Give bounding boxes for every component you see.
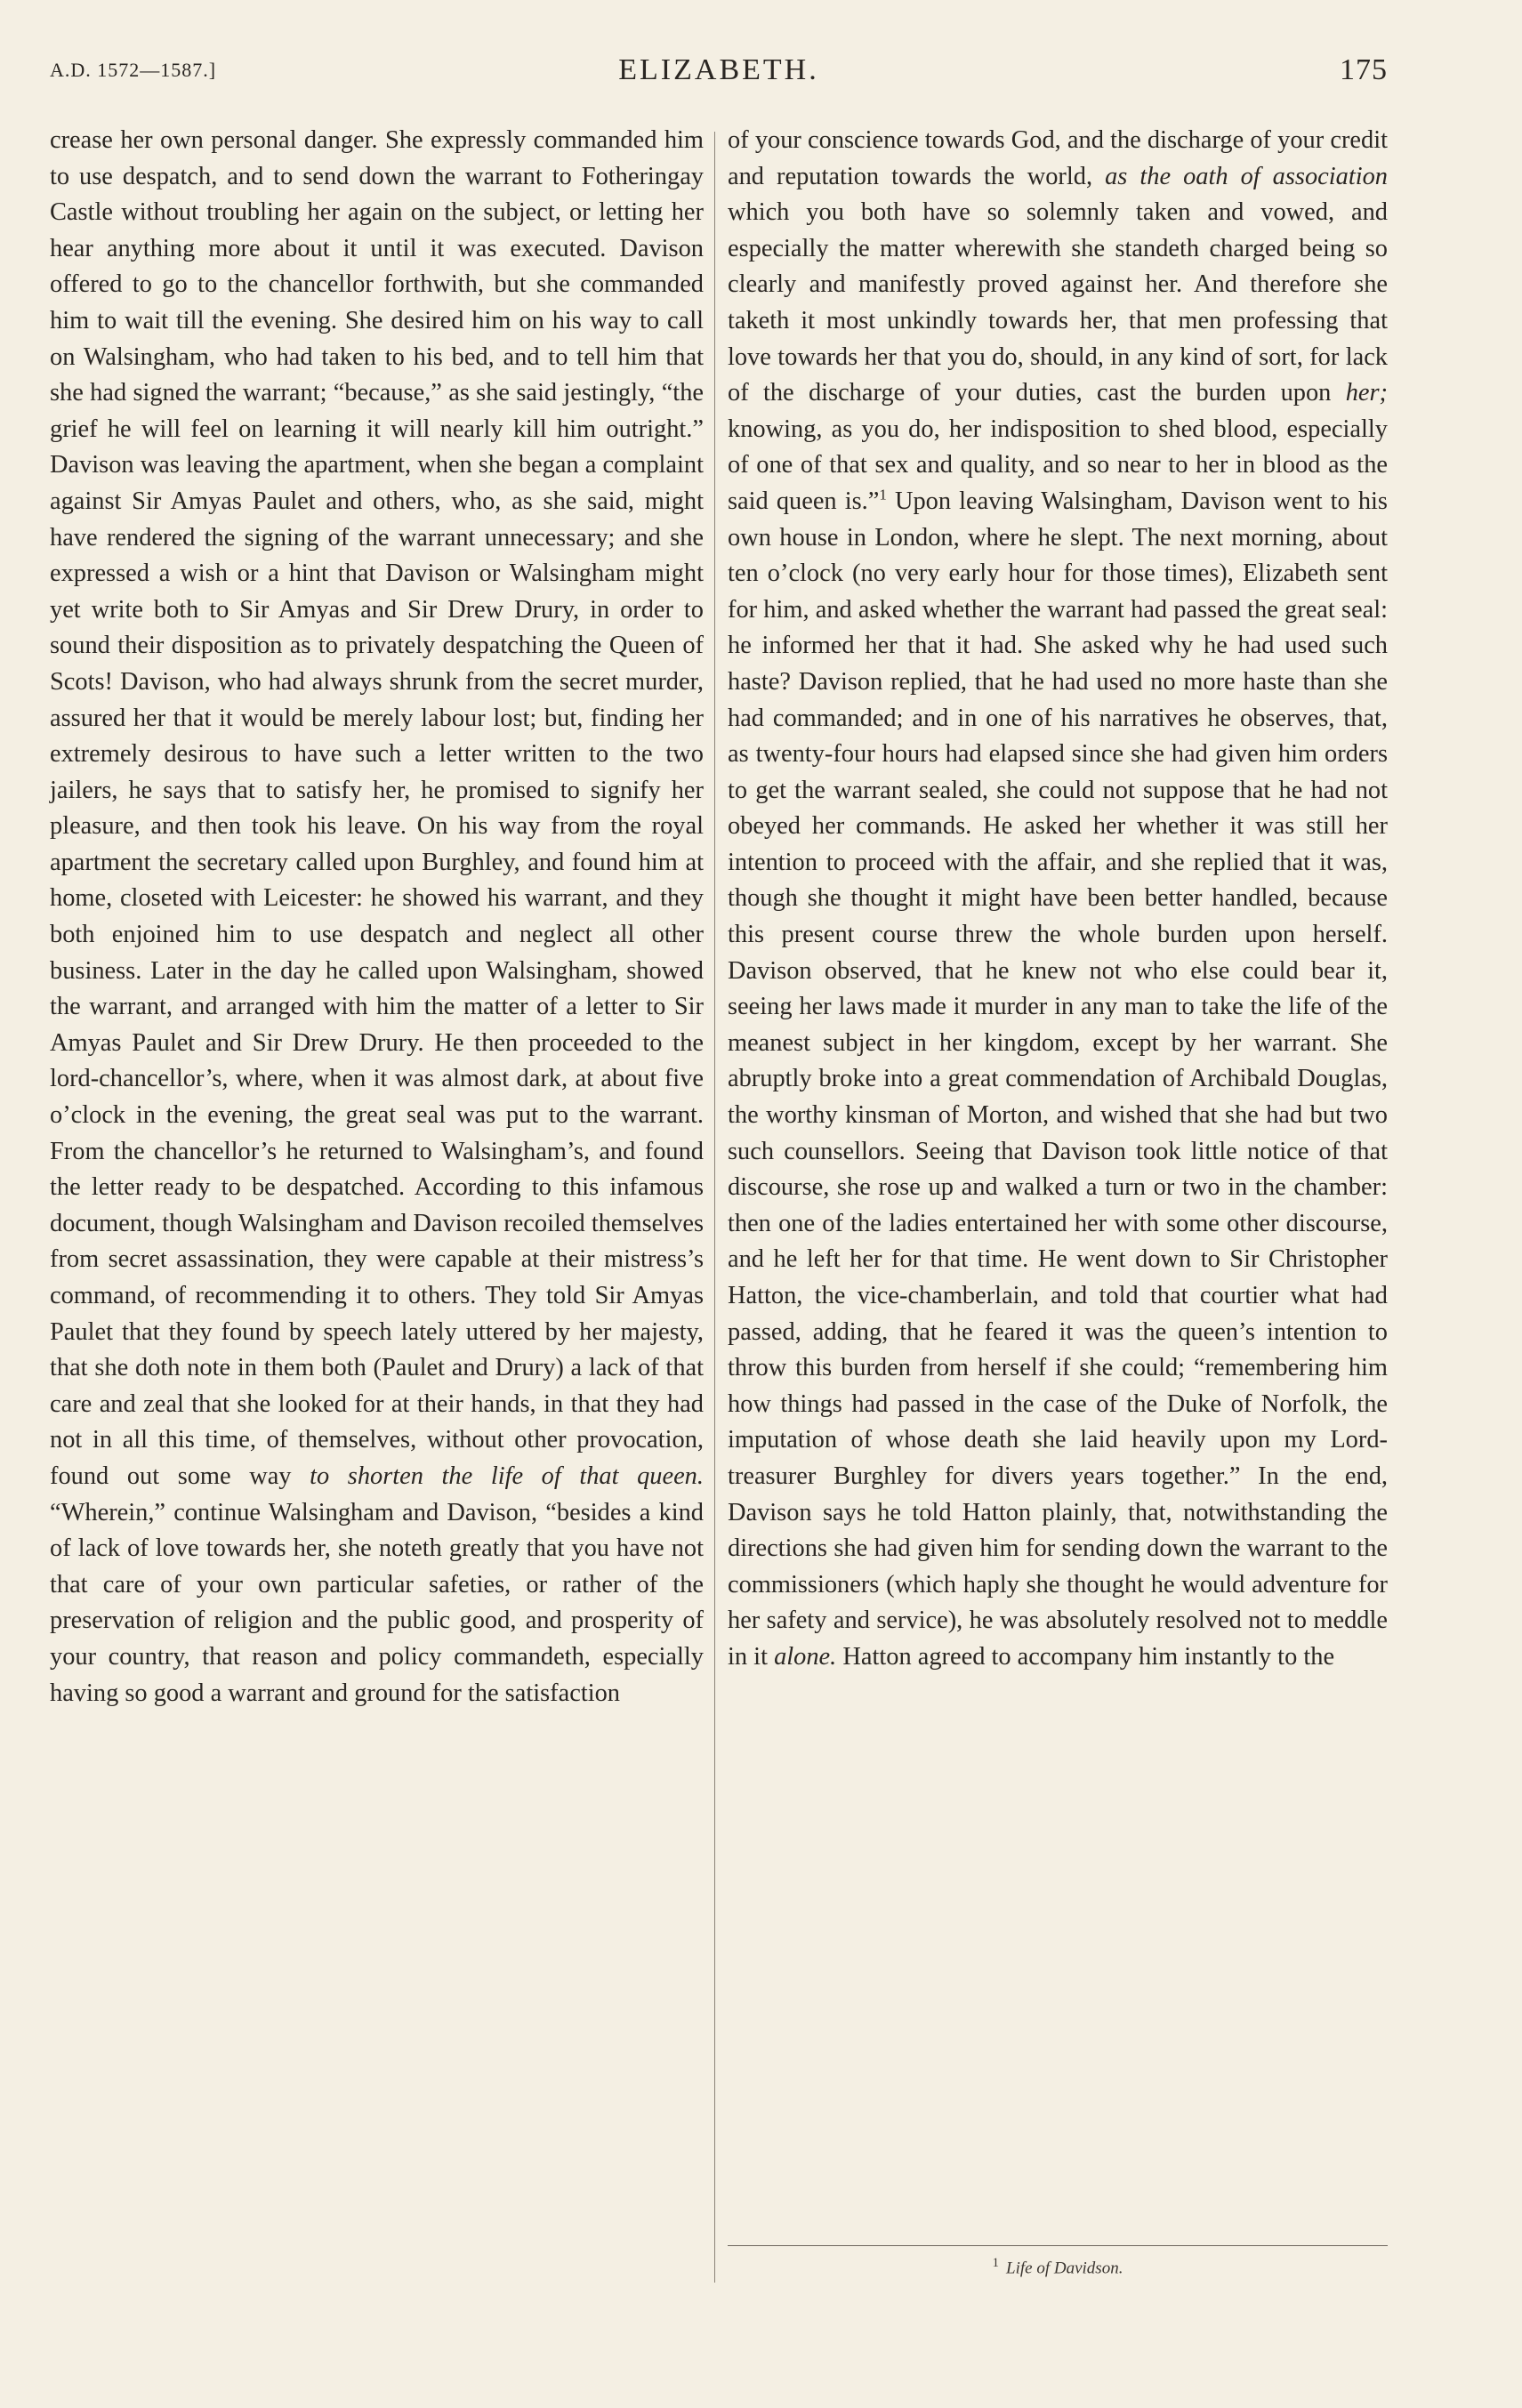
footnote-reference[interactable]: 1 xyxy=(879,486,887,503)
text-segment: crease her own personal danger. She expressly commanded him to use despatch, and to send down the warrant to Fotheringay Castle without troubling her again on the subject, or letting her hear anything more about it until it was executed. Davison offered to go to the chancellor forthwith, but she commanded him to wait till the evening. She desired him on his way to call on Walsingham, who had taken to his bed, and to tell him that she had signed the warrant; “because,” as she said jestingly, “the grief he will feel on learning it will nearly kill him outright.” Davison was leaving the apartment, when she began a complaint against Sir Amyas Paulet and others, who, as she said, might have rendered the signing of the warrant unnecessary; and she expressed a wish or a hint that Davison or Walsingham might yet write both to Sir Amyas and Sir Drew Drury, in order to sound their disposition as to privately despatching the Queen of Scots! Davison, who had always shrunk from the secret murder, assured her that it would be merely labour lost; but, finding her extremely desirous to have such a letter written to the two jailers, he says that to satisfy her, he promised to signify her pleasure, and then took his leave. On his way from the royal apartment the secretary called upon Burghley, and found him at home, closeted with Leicester: he showed his warrant, and they both enjoined him to use despatch and neglect all other business. Later in the day he called upon Walsingham, showed the warrant, and arranged with him the matter of a letter to Sir Amyas Paulet and Sir Drew Drury. He then proceeded to the lord-chancellor’s, where, when it was almost dark, at about five o’clock in the evening, the great seal was put to the warrant. From the chancellor’s he returned to Walsingham’s, and found the letter ready to be despatched. According to this infamous document, though Walsingham and Davison recoiled themselves from secret assassination, they were capable at their mistress’s command, of recommending it to others. They told Sir Amyas Paulet that they found by speech lately uttered by her majesty, that she doth note in them both (Paulet and Drury) a lack of that care and zeal that she looked for at their hands, in that they had not in all this time, of themselves, without other provocation, found out some way xyxy=(50,126,704,1490)
text-segment: Upon leaving Walsingham, Davison went to his own house in London, where he slept. The next morning, about ten o’clock (no very early hour for those times), Elizabeth sent for him, and asked whether the warrant had passed the great seal: he informed her that it had. She asked why he had used such haste? Davison replied, that he had used no more haste than she had commanded; and in one of his narratives he observes, that, as twenty-four hours had elapsed since she had given him orders to get the warrant sealed, she could not suppose that he had not obeyed her commands. He asked her whether it was still her intention to proceed with the affair, and she replied that it was, though she thought it might have been better handled, because this present course threw the whole burden upon herself. Davison observed, that he knew not who else could bear it, seeing her laws made it murder in any man to take the life of the meanest subject in her kingdom, except by her warrant. She abruptly broke into a great commendation of Archibald Douglas, the worthy kinsman of Morton, and wished that she had but two such counsellors. Seeing that Davison took little notice of that discourse, she rose up and walked a turn or two in the chamber: then one of the ladies entertained her with some other discourse, and he left her for that time. He went down to Sir Christopher Hatton, the vice-chamberlain, and told that courtier what had passed, adding, that he feared it was the queen’s intention to throw this burden from herself if she could; “remembering him how things had passed in the case of the Duke of Norfolk, the imputation of whose death she laid heavily upon my Lord-treasurer Burghley for divers years together.” In the end, Davison says he told Hatton plainly, that, notwithstanding the directions she had given him for sending down the warrant to the commissioners (which haply she thought he would adventure for her safety and service), he was absolutely resolved not to meddle in it xyxy=(728,487,1388,1671)
date-range: A.D. 1572—1587.] xyxy=(50,59,217,81)
left-column xyxy=(50,123,704,1711)
text-segment: “Wherein,” continue Walsingham and Davison, “besides a kind of lack of love towards her, she noteth greatly that you have not that care of your own particular safeties, or rather of the preservation of religion and the public good, and prosperity of your country, that reason and policy commandeth, especially having so good a warrant and ground for the satisfaction xyxy=(50,1498,704,1707)
footnote-divider xyxy=(728,2245,1388,2246)
italic-phrase: alone. xyxy=(774,1642,837,1671)
footnote xyxy=(728,2256,1388,2278)
text-segment: of your conscience towards God, and the discharge of your credit and reputation towards the world, xyxy=(728,126,1388,190)
footnote-text: Life of Davidson. xyxy=(1006,2259,1123,2278)
text-segment: Hatton agreed to accompany him instantly to the xyxy=(842,1642,1335,1671)
page-number: 175 xyxy=(1340,53,1388,86)
footnote-marker: 1 xyxy=(992,2256,1000,2270)
text-segment: which you both have so solemnly taken and vowed, and especially the matter wherewith she standeth charged being so clearly and manifestly proved against her. And therefore she taketh it most unkindly towards her, that men professing that love towards her that you do, should, in any kind of sort, for lack of the discharge of your duties, cast the burden upon xyxy=(728,198,1388,407)
italic-phrase: to shorten the life of that queen. xyxy=(310,1462,704,1490)
column-divider xyxy=(714,132,715,2283)
left-paragraph xyxy=(50,123,704,1711)
right-paragraph xyxy=(728,123,1388,1676)
italic-phrase: her; xyxy=(1345,379,1388,407)
text-segment: knowing, as you do, her indisposition to shed blood, especially of one of that sex and quality, and so near to her in blood as the said queen is.” xyxy=(728,415,1388,515)
right-column xyxy=(728,123,1388,1676)
running-head xyxy=(50,52,1388,91)
chapter-title: ELIZABETH. xyxy=(618,53,819,86)
italic-phrase: as the oath of association xyxy=(1105,162,1389,190)
